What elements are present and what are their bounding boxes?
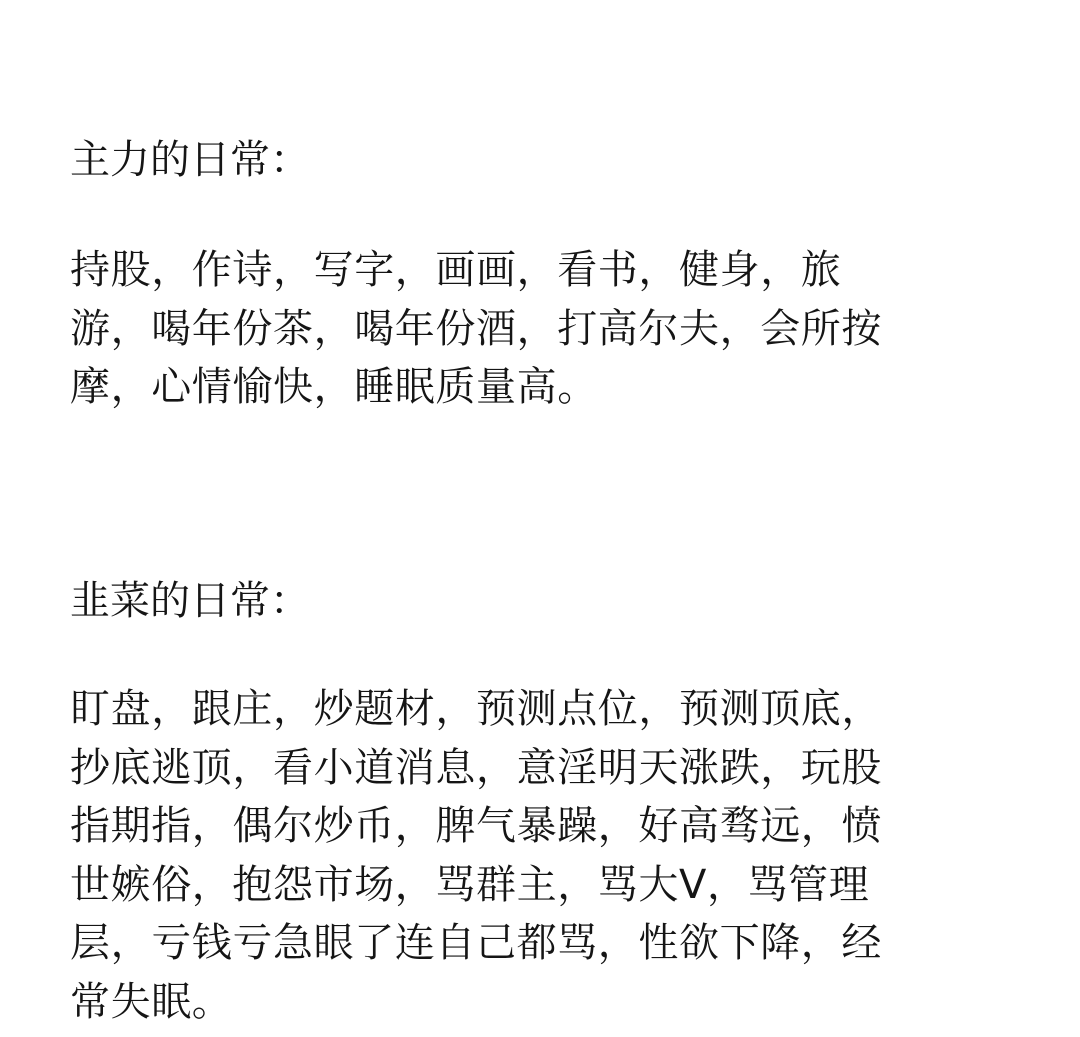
main-force-line: 游，喝年份茶，喝年份酒，打高尔夫，会所按 <box>70 305 882 352</box>
section-main-force-body <box>70 241 1020 417</box>
retail-line: 常失眠。 <box>70 978 233 1025</box>
retail-line: 指期指，偶尔炒币，脾气暴躁，好高骛远，愤 <box>70 803 882 849</box>
section-retail-body <box>70 680 1020 1031</box>
section-main-force-heading-block <box>70 136 1020 184</box>
retail-line: 抄底逃顶，看小道消息，意淫明天涨跌，玩股 <box>70 744 882 791</box>
main-force-heading: 主力的日常： <box>70 137 310 183</box>
main-force-line: 持股，作诗，写字，画画，看书，健身，旅 <box>70 247 842 293</box>
retail-line: 盯盘，跟庄，炒题材，预测点位，预测顶底， <box>70 686 882 732</box>
retail-line: 世嫉俗，抱怨市场，骂群主，骂大V，骂管理 <box>70 861 870 908</box>
main-force-line: 摩，心情愉快，睡眠质量高。 <box>70 364 598 410</box>
retail-heading: 韭菜的日常： <box>70 578 310 624</box>
section-retail-heading-block <box>70 577 1020 625</box>
retail-line: 层，亏钱亏急眼了连自己都骂，性欲下降，经 <box>70 920 882 966</box>
